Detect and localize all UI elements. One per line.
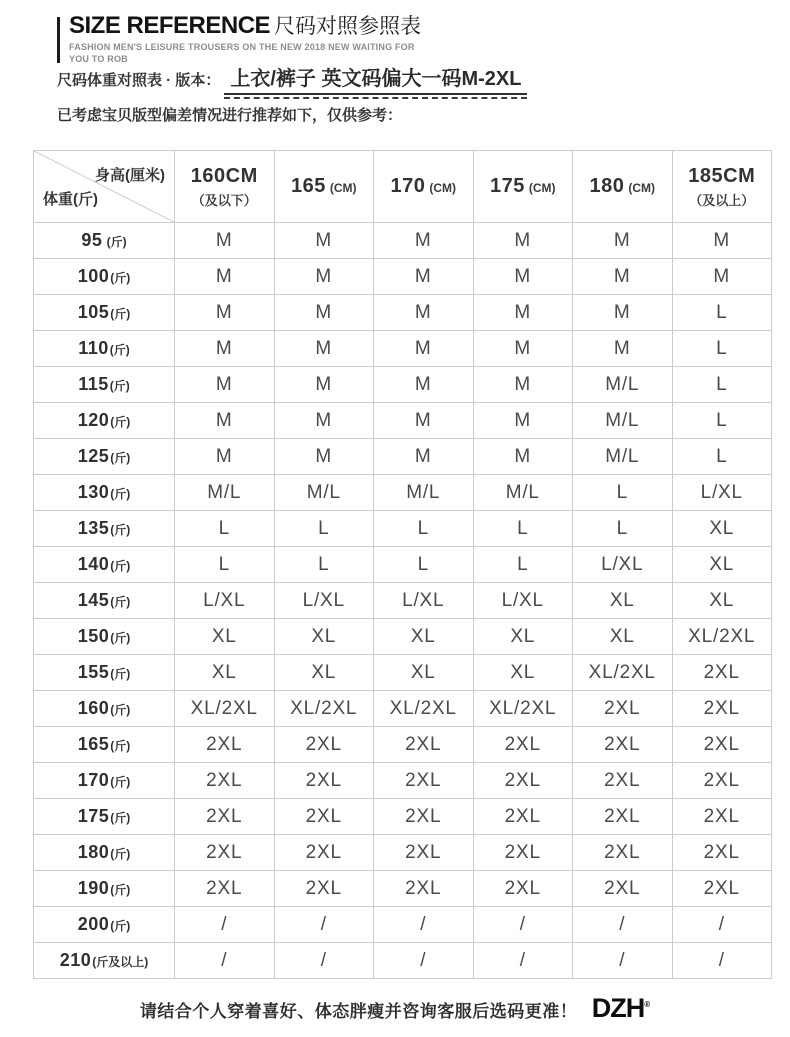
weight-value: 140 — [77, 554, 110, 574]
size-cell: M — [274, 295, 374, 331]
size-cell: L — [573, 511, 673, 547]
column-header-sub: （及以上） — [689, 192, 755, 208]
size-cell: M — [473, 439, 573, 475]
size-cell: L — [374, 547, 474, 583]
weight-value: 150 — [77, 626, 110, 646]
table-row — [34, 403, 772, 439]
size-cell: L — [672, 331, 772, 367]
size-cell: XL — [573, 619, 673, 655]
size-cell: M — [274, 403, 374, 439]
size-cell: L/XL — [175, 583, 275, 619]
weight-label — [34, 403, 175, 439]
size-cell: XL — [274, 655, 374, 691]
size-cell: 2XL — [672, 655, 772, 691]
weight-value: 180 — [77, 842, 110, 862]
weight-unit: (斤) — [109, 343, 130, 357]
intro-note: 已考虑宝贝版型偏差情况进行推荐如下，仅供参考： — [57, 107, 403, 124]
corner-cell — [34, 151, 175, 223]
weight-unit: (斤) — [110, 847, 131, 861]
size-cell: M — [672, 223, 772, 259]
size-cell: M — [473, 259, 573, 295]
column-header — [274, 151, 374, 223]
weight-value: 145 — [77, 590, 110, 610]
size-cell: 2XL — [672, 763, 772, 799]
size-cell: XL — [175, 619, 275, 655]
weight-unit: (斤) — [110, 523, 131, 537]
size-cell: M/L — [573, 367, 673, 403]
weight-unit: (斤) — [109, 379, 130, 393]
size-cell: 2XL — [274, 763, 374, 799]
size-cell: XL — [374, 619, 474, 655]
table-row — [34, 691, 772, 727]
page-footer — [0, 994, 790, 1025]
size-cell: M — [374, 439, 474, 475]
size-cell: 2XL — [374, 763, 474, 799]
size-cell: M — [374, 295, 474, 331]
size-cell: 2XL — [175, 871, 275, 907]
weight-label — [34, 727, 175, 763]
size-cell: M/L — [573, 403, 673, 439]
table-row — [34, 331, 772, 367]
weight-label — [34, 295, 175, 331]
intro-section — [57, 66, 757, 125]
size-cell: M — [473, 331, 573, 367]
size-cell: / — [175, 907, 275, 943]
weight-unit: (斤) — [110, 487, 131, 501]
weight-label — [34, 763, 175, 799]
weight-unit: (斤) — [110, 415, 131, 429]
size-cell: L — [175, 547, 275, 583]
size-cell: XL/2XL — [573, 655, 673, 691]
size-cell: XL/2XL — [175, 691, 275, 727]
diagonal-divider — [34, 151, 174, 222]
size-cell: M — [473, 367, 573, 403]
weight-unit: (斤) — [110, 739, 131, 753]
brand-logo-text: DZH — [591, 993, 645, 1023]
size-cell: XL — [672, 583, 772, 619]
size-cell: 2XL — [473, 799, 573, 835]
table-row — [34, 223, 772, 259]
weight-value: 175 — [77, 806, 110, 826]
size-cell: 2XL — [573, 871, 673, 907]
size-cell: 2XL — [274, 871, 374, 907]
column-header-main: 180 — [589, 175, 625, 197]
page-subtitle: FASHION MEN'S LEISURE TROUSERS ON THE NEW 2018 NEW WAITING FOR YOU TO ROB — [69, 42, 415, 65]
column-header — [672, 151, 772, 223]
column-header — [473, 151, 573, 223]
size-cell: L — [274, 511, 374, 547]
size-cell: L — [672, 295, 772, 331]
weight-label — [34, 475, 175, 511]
size-cell: M — [175, 439, 275, 475]
size-cell: 2XL — [175, 835, 275, 871]
weight-value: 160 — [77, 698, 110, 718]
registered-mark: ® — [644, 1000, 651, 1009]
size-cell: XL — [672, 547, 772, 583]
size-cell: 2XL — [473, 763, 573, 799]
intro-version-line — [57, 66, 757, 95]
weight-label — [34, 331, 175, 367]
size-cell: M — [473, 223, 573, 259]
size-cell: M — [374, 331, 474, 367]
column-header — [374, 151, 474, 223]
size-cell: M — [473, 295, 573, 331]
table-row — [34, 547, 772, 583]
weight-value: 120 — [77, 410, 110, 430]
table-row — [34, 727, 772, 763]
size-cell: XL — [672, 511, 772, 547]
size-cell: L — [672, 403, 772, 439]
table-row — [34, 943, 772, 979]
size-cell: 2XL — [573, 799, 673, 835]
size-cell: 2XL — [473, 727, 573, 763]
header-text-block — [69, 13, 421, 65]
intro-version-label: 尺码体重对照表 · 版本： — [57, 72, 221, 89]
size-cell: 2XL — [374, 727, 474, 763]
size-cell: / — [473, 943, 573, 979]
weight-label — [34, 835, 175, 871]
size-cell: 2XL — [473, 871, 573, 907]
weight-value: 105 — [77, 302, 110, 322]
table-row — [34, 655, 772, 691]
weight-value: 165 — [77, 734, 110, 754]
weight-unit: (斤及以上) — [92, 955, 149, 969]
weight-label — [34, 691, 175, 727]
size-cell: XL/2XL — [672, 619, 772, 655]
size-cell: 2XL — [573, 691, 673, 727]
size-cell: L/XL — [672, 475, 772, 511]
column-header-main: 170 — [390, 175, 426, 197]
size-cell: / — [374, 943, 474, 979]
size-cell: / — [374, 907, 474, 943]
weight-label — [34, 259, 175, 295]
column-header-sub: (CM) — [429, 181, 457, 195]
size-cell: / — [573, 943, 673, 979]
brand-logo — [592, 993, 650, 1024]
size-cell: 2XL — [573, 835, 673, 871]
weight-label — [34, 907, 175, 943]
column-header-sub: (CM) — [628, 181, 656, 195]
weight-value: 115 — [78, 374, 109, 394]
column-header-main: 185CM — [688, 164, 756, 187]
size-cell: M — [573, 295, 673, 331]
weight-label — [34, 547, 175, 583]
size-cell: / — [274, 907, 374, 943]
size-cell: 2XL — [274, 799, 374, 835]
size-cell: 2XL — [573, 727, 673, 763]
size-cell: 2XL — [672, 871, 772, 907]
size-cell: L — [274, 547, 374, 583]
column-header-sub: (CM) — [528, 181, 556, 195]
table-row — [34, 439, 772, 475]
size-cell: L/XL — [374, 583, 474, 619]
size-cell: 2XL — [374, 871, 474, 907]
size-cell: M — [573, 331, 673, 367]
weight-unit: (斤) — [103, 235, 127, 249]
column-header — [175, 151, 275, 223]
weight-value: 110 — [78, 338, 109, 358]
size-cell: L — [175, 511, 275, 547]
size-cell: XL — [274, 619, 374, 655]
weight-label — [34, 655, 175, 691]
size-cell: XL — [175, 655, 275, 691]
size-cell: 2XL — [672, 799, 772, 835]
size-cell: 2XL — [573, 763, 673, 799]
weight-label — [34, 583, 175, 619]
size-cell: L/XL — [473, 583, 573, 619]
size-cell: L — [573, 475, 673, 511]
size-cell: M/L — [274, 475, 374, 511]
table-row — [34, 367, 772, 403]
table-row — [34, 907, 772, 943]
weight-unit: (斤) — [110, 559, 131, 573]
corner-height-label: 身高(厘米) — [95, 167, 165, 184]
column-header-main: 175 — [489, 175, 525, 197]
size-cell: 2XL — [175, 799, 275, 835]
size-cell: M — [175, 367, 275, 403]
size-cell: M — [175, 403, 275, 439]
size-cell: M/L — [374, 475, 474, 511]
weight-unit: (斤) — [110, 811, 131, 825]
size-cell: M/L — [175, 475, 275, 511]
size-cell: L — [473, 511, 573, 547]
weight-unit: (斤) — [110, 703, 131, 717]
weight-value: 200 — [77, 914, 110, 934]
brand-header — [57, 13, 421, 65]
size-cell: M — [274, 439, 374, 475]
size-cell: L — [374, 511, 474, 547]
weight-unit: (斤) — [110, 919, 131, 933]
size-cell: XL — [473, 619, 573, 655]
size-cell: 2XL — [374, 799, 474, 835]
weight-value: 210 — [59, 950, 92, 970]
size-cell: M/L — [473, 475, 573, 511]
footer-note: 请结合个人穿着喜好、体态胖瘦并咨询客服后选码更准！ — [139, 1002, 578, 1021]
size-cell: / — [672, 943, 772, 979]
table-row — [34, 799, 772, 835]
table-row — [34, 835, 772, 871]
weight-label — [34, 871, 175, 907]
table-row — [34, 259, 772, 295]
weight-value: 130 — [77, 482, 110, 502]
corner-weight-label: 体重(斤) — [43, 191, 98, 208]
table-row — [34, 763, 772, 799]
size-cell: M — [573, 223, 673, 259]
table-row — [34, 583, 772, 619]
size-cell: 2XL — [175, 763, 275, 799]
size-cell: M — [374, 259, 474, 295]
size-cell: 2XL — [672, 691, 772, 727]
column-header-main: 160CM — [190, 164, 258, 187]
weight-label — [34, 511, 175, 547]
table-row — [34, 619, 772, 655]
column-header-sub: （及以下） — [191, 192, 257, 208]
size-cell: M — [274, 367, 374, 403]
size-table — [33, 150, 772, 979]
weight-unit: (斤) — [110, 595, 131, 609]
page-title-chinese: 尺码对照参照表 — [274, 15, 422, 38]
size-cell: M — [175, 331, 275, 367]
size-cell: 2XL — [274, 727, 374, 763]
size-cell: XL — [573, 583, 673, 619]
weight-label — [34, 439, 175, 475]
size-cell: L — [672, 439, 772, 475]
weight-label — [34, 223, 175, 259]
size-cell: / — [473, 907, 573, 943]
weight-value: 135 — [77, 518, 110, 538]
weight-unit: (斤) — [110, 775, 131, 789]
weight-value: 125 — [77, 446, 110, 466]
size-cell: M — [573, 259, 673, 295]
size-cell: / — [274, 943, 374, 979]
size-cell: / — [573, 907, 673, 943]
size-cell: / — [672, 907, 772, 943]
column-header-sub: (CM) — [329, 181, 357, 195]
weight-value: 170 — [77, 770, 110, 790]
size-cell: L — [473, 547, 573, 583]
page-title-english: SIZE REFERENCE — [69, 12, 271, 39]
size-table-body — [34, 223, 772, 979]
size-cell: M/L — [573, 439, 673, 475]
size-cell: XL/2XL — [374, 691, 474, 727]
size-cell: XL/2XL — [473, 691, 573, 727]
size-cell: M — [473, 403, 573, 439]
size-cell: 2XL — [473, 835, 573, 871]
weight-unit: (斤) — [110, 667, 131, 681]
weight-unit: (斤) — [110, 271, 131, 285]
table-row — [34, 295, 772, 331]
weight-value: 155 — [77, 662, 110, 682]
size-cell: 2XL — [672, 727, 772, 763]
size-cell: M — [274, 331, 374, 367]
size-cell: 2XL — [672, 835, 772, 871]
weight-label — [34, 619, 175, 655]
size-cell: M — [374, 403, 474, 439]
size-cell: L/XL — [274, 583, 374, 619]
weight-label — [34, 943, 175, 979]
size-cell: 2XL — [175, 727, 275, 763]
size-cell: M — [374, 223, 474, 259]
column-header-main: 165 — [290, 175, 326, 197]
table-row — [34, 475, 772, 511]
weight-value: 190 — [77, 878, 110, 898]
weight-unit: (斤) — [110, 451, 131, 465]
size-cell: M — [672, 259, 772, 295]
table-header-row — [34, 151, 772, 223]
weight-unit: (斤) — [110, 883, 131, 897]
size-cell: M — [175, 223, 275, 259]
size-cell: M — [274, 223, 374, 259]
size-cell: XL/2XL — [274, 691, 374, 727]
weight-label — [34, 799, 175, 835]
size-cell: L/XL — [573, 547, 673, 583]
weight-unit: (斤) — [110, 307, 131, 321]
table-row — [34, 511, 772, 547]
page-title — [69, 13, 421, 38]
weight-unit: (斤) — [110, 631, 131, 645]
weight-label — [34, 367, 175, 403]
size-cell: M — [175, 295, 275, 331]
weight-value: 100 — [77, 266, 110, 286]
size-cell: M — [374, 367, 474, 403]
size-cell: L — [672, 367, 772, 403]
intro-version-value: 上衣/裤子 英文码偏大一码M-2XL — [224, 66, 527, 95]
size-cell: / — [175, 943, 275, 979]
size-cell: 2XL — [274, 835, 374, 871]
table-row — [34, 871, 772, 907]
size-cell: M — [274, 259, 374, 295]
column-header — [573, 151, 673, 223]
size-cell: XL — [473, 655, 573, 691]
size-cell: XL — [374, 655, 474, 691]
size-cell: 2XL — [374, 835, 474, 871]
weight-value: 95 — [81, 230, 103, 250]
header-accent-bar — [57, 17, 60, 63]
size-cell: M — [175, 259, 275, 295]
